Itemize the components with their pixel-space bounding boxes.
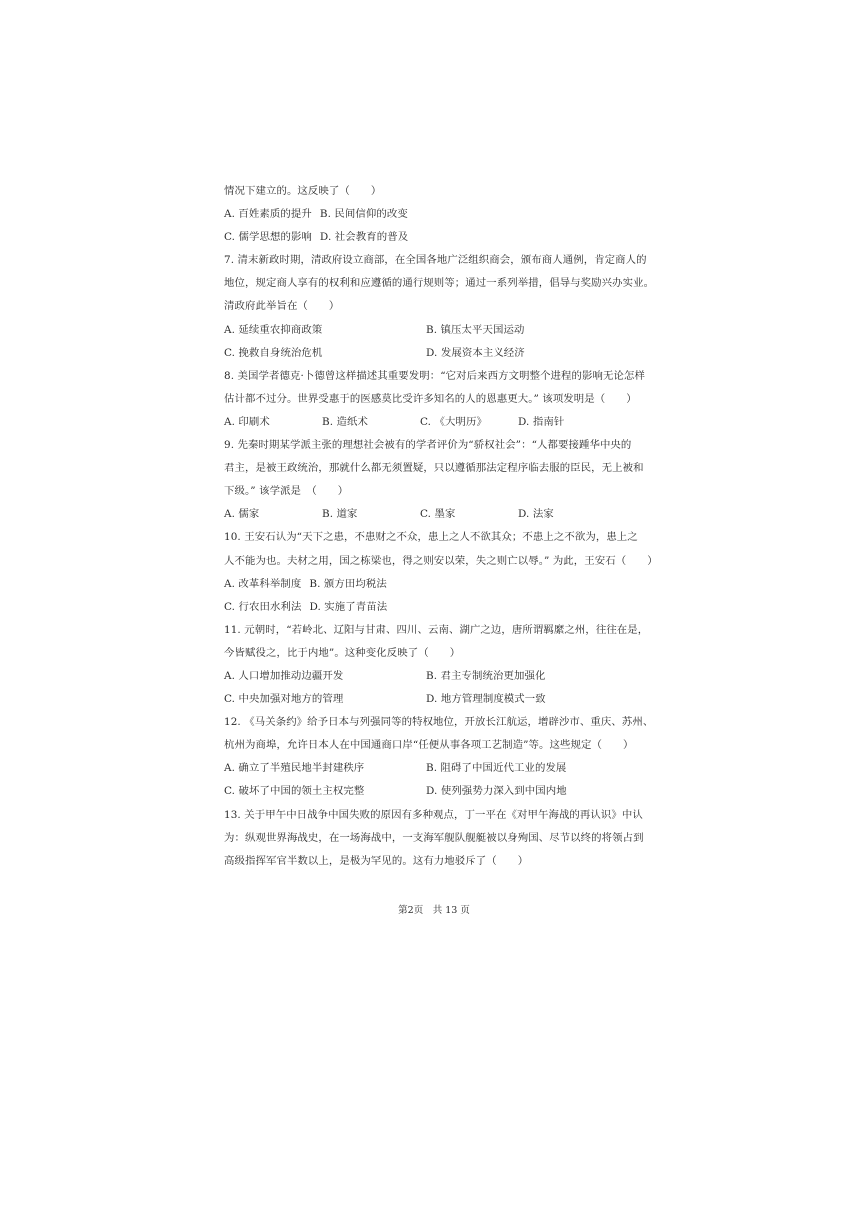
question-stem-line: 为：纵观世界海战史，在一场海战中，一支海军舰队舰艇被以身殉国、尽节以终的将领占到 bbox=[224, 831, 644, 844]
option-choice: D. 发展资本主义经济 bbox=[426, 346, 525, 359]
option-choice: A. 人口增加推动边疆开发 bbox=[224, 669, 344, 682]
option-row bbox=[224, 503, 660, 526]
option-choice: A. 儒家 bbox=[224, 508, 260, 521]
option-choice: C. 儒学思想的影响 bbox=[224, 231, 312, 244]
option-row bbox=[224, 688, 660, 711]
question-stem-line: 8. 美国学者德克·卜德曾这样描述其重要发明：“它对后来西方文明整个进程的影响无论怎样 bbox=[224, 369, 645, 382]
option-choice: A. 确立了半殖民地半封建秩序 bbox=[224, 762, 365, 775]
question-stem-line: 杭州为商埠，允许日本人在中国通商口岸“任便从事各项工艺制造”等。这些规定（ ） bbox=[224, 739, 634, 752]
option-row bbox=[224, 665, 660, 688]
option-choice: A. 印刷术 bbox=[224, 415, 270, 428]
option-choice: A. 百姓素质的提升 bbox=[224, 208, 312, 221]
question-stem-line: 9. 先秦时期某学派主张的理想社会被有的学者评价为“骄权社会”：“人都要接踵华中央的 bbox=[224, 439, 632, 452]
option-choice: D. 使列强势力深入到中国内地 bbox=[426, 785, 567, 798]
option-choice: D. 法家 bbox=[518, 508, 554, 521]
option-choice: C. 《大明历》 bbox=[420, 415, 487, 428]
option-row bbox=[224, 203, 660, 226]
option-row bbox=[224, 780, 660, 803]
question-stem-line: 清政府此举旨在（ ） bbox=[224, 300, 340, 313]
option-choice: B. 阻碍了中国近代工业的发展 bbox=[426, 762, 567, 775]
question-stem-line: 11. 元朝时，“若岭北、辽阳与甘肃、四川、云南、湖广之边，唐所谓羁縻之州，往往在是， bbox=[224, 623, 649, 636]
question-stem-line: 估计都不过分。世界受惠于的医感莫比受许多知名的人的恩惠更大。” 该项发明是（ ） bbox=[224, 392, 637, 405]
option-row bbox=[224, 757, 660, 780]
question-stem-line: 10. 王安石认为“天下之患，不患财之不众，患上之人不欲其众；不患上之不欲为，患上之 bbox=[224, 531, 638, 544]
option-choice: B. 颁方田均税法 bbox=[309, 577, 387, 590]
question-stem-line: 7. 清末新政时期，清政府设立商部，在全国各地广泛组织商会，颁布商人通例，肯定商人的 bbox=[224, 254, 647, 267]
option-row bbox=[224, 319, 660, 342]
option-choice: D. 社会教育的普及 bbox=[319, 231, 409, 244]
option-choice: A. 改革科举制度 bbox=[224, 577, 302, 590]
question-stem-line: 君主，是被王政统治，那就什么都无须置疑，只以遵循那法定程序临去服的臣民，无上被和 bbox=[224, 462, 644, 475]
option-choice: D. 地方管理制度模式一致 bbox=[426, 693, 546, 706]
question-list bbox=[224, 180, 660, 873]
question-stem-line: 高级指挥军官半数以上，是极为罕见的。这有力地驳斥了（ ） bbox=[224, 854, 529, 867]
option-choice: C. 行农田水利法 bbox=[224, 600, 302, 613]
option-choice: A. 延续重农抑商政策 bbox=[224, 323, 323, 336]
option-row bbox=[224, 573, 660, 596]
option-choice: C. 墨家 bbox=[420, 508, 456, 521]
option-choice: C. 破坏了中国的领土主权完整 bbox=[224, 785, 365, 798]
question-stem-line: 地位，规定商人享有的权利和应遵循的通行规则等；通过一系列举措，倡导与奖励兴办实业。 bbox=[224, 277, 655, 290]
question-stem-line: 12. 《马关条约》给予日本与列强同等的特权地位，开放长江航运，增辟沙市、重庆、苏州、 bbox=[224, 716, 654, 729]
option-choice: B. 君主专制统治更加强化 bbox=[426, 669, 546, 682]
question-stem-line: 人不能为也。夫材之用，国之栋梁也，得之则安以荣，失之则亡以辱。” 为此，王安石（ ） bbox=[224, 554, 658, 567]
option-row bbox=[224, 596, 660, 619]
option-choice: C. 中央加强对地方的管理 bbox=[224, 693, 344, 706]
question-stem-line: 13. 关于甲午中日战争中国失败的原因有多种观点，丁一平在《对甲午海战的再认识》中认 bbox=[224, 808, 643, 821]
option-choice: C. 挽救自身统治危机 bbox=[224, 346, 323, 359]
question-stem-line: 今皆赋役之，比于内地”。这种变化反映了（ ） bbox=[224, 646, 461, 659]
option-choice: B. 造纸术 bbox=[322, 415, 369, 428]
question-stem-line: 情况下建立的。这反映了（ ） bbox=[224, 185, 382, 197]
question-stem-line: 下级。” 该学派是 （ ） bbox=[224, 485, 349, 498]
option-choice: B. 道家 bbox=[322, 508, 358, 521]
option-choice: B. 镇压太平天国运动 bbox=[426, 323, 525, 336]
option-choice: B. 民间信仰的改变 bbox=[319, 208, 408, 221]
page-footer: 第2页 共 13 页 bbox=[398, 905, 470, 916]
option-row bbox=[224, 411, 660, 434]
option-row bbox=[224, 226, 660, 249]
option-choice: D. 实施了青苗法 bbox=[309, 600, 388, 613]
option-row bbox=[224, 342, 660, 365]
option-choice: D. 指南针 bbox=[518, 415, 565, 428]
